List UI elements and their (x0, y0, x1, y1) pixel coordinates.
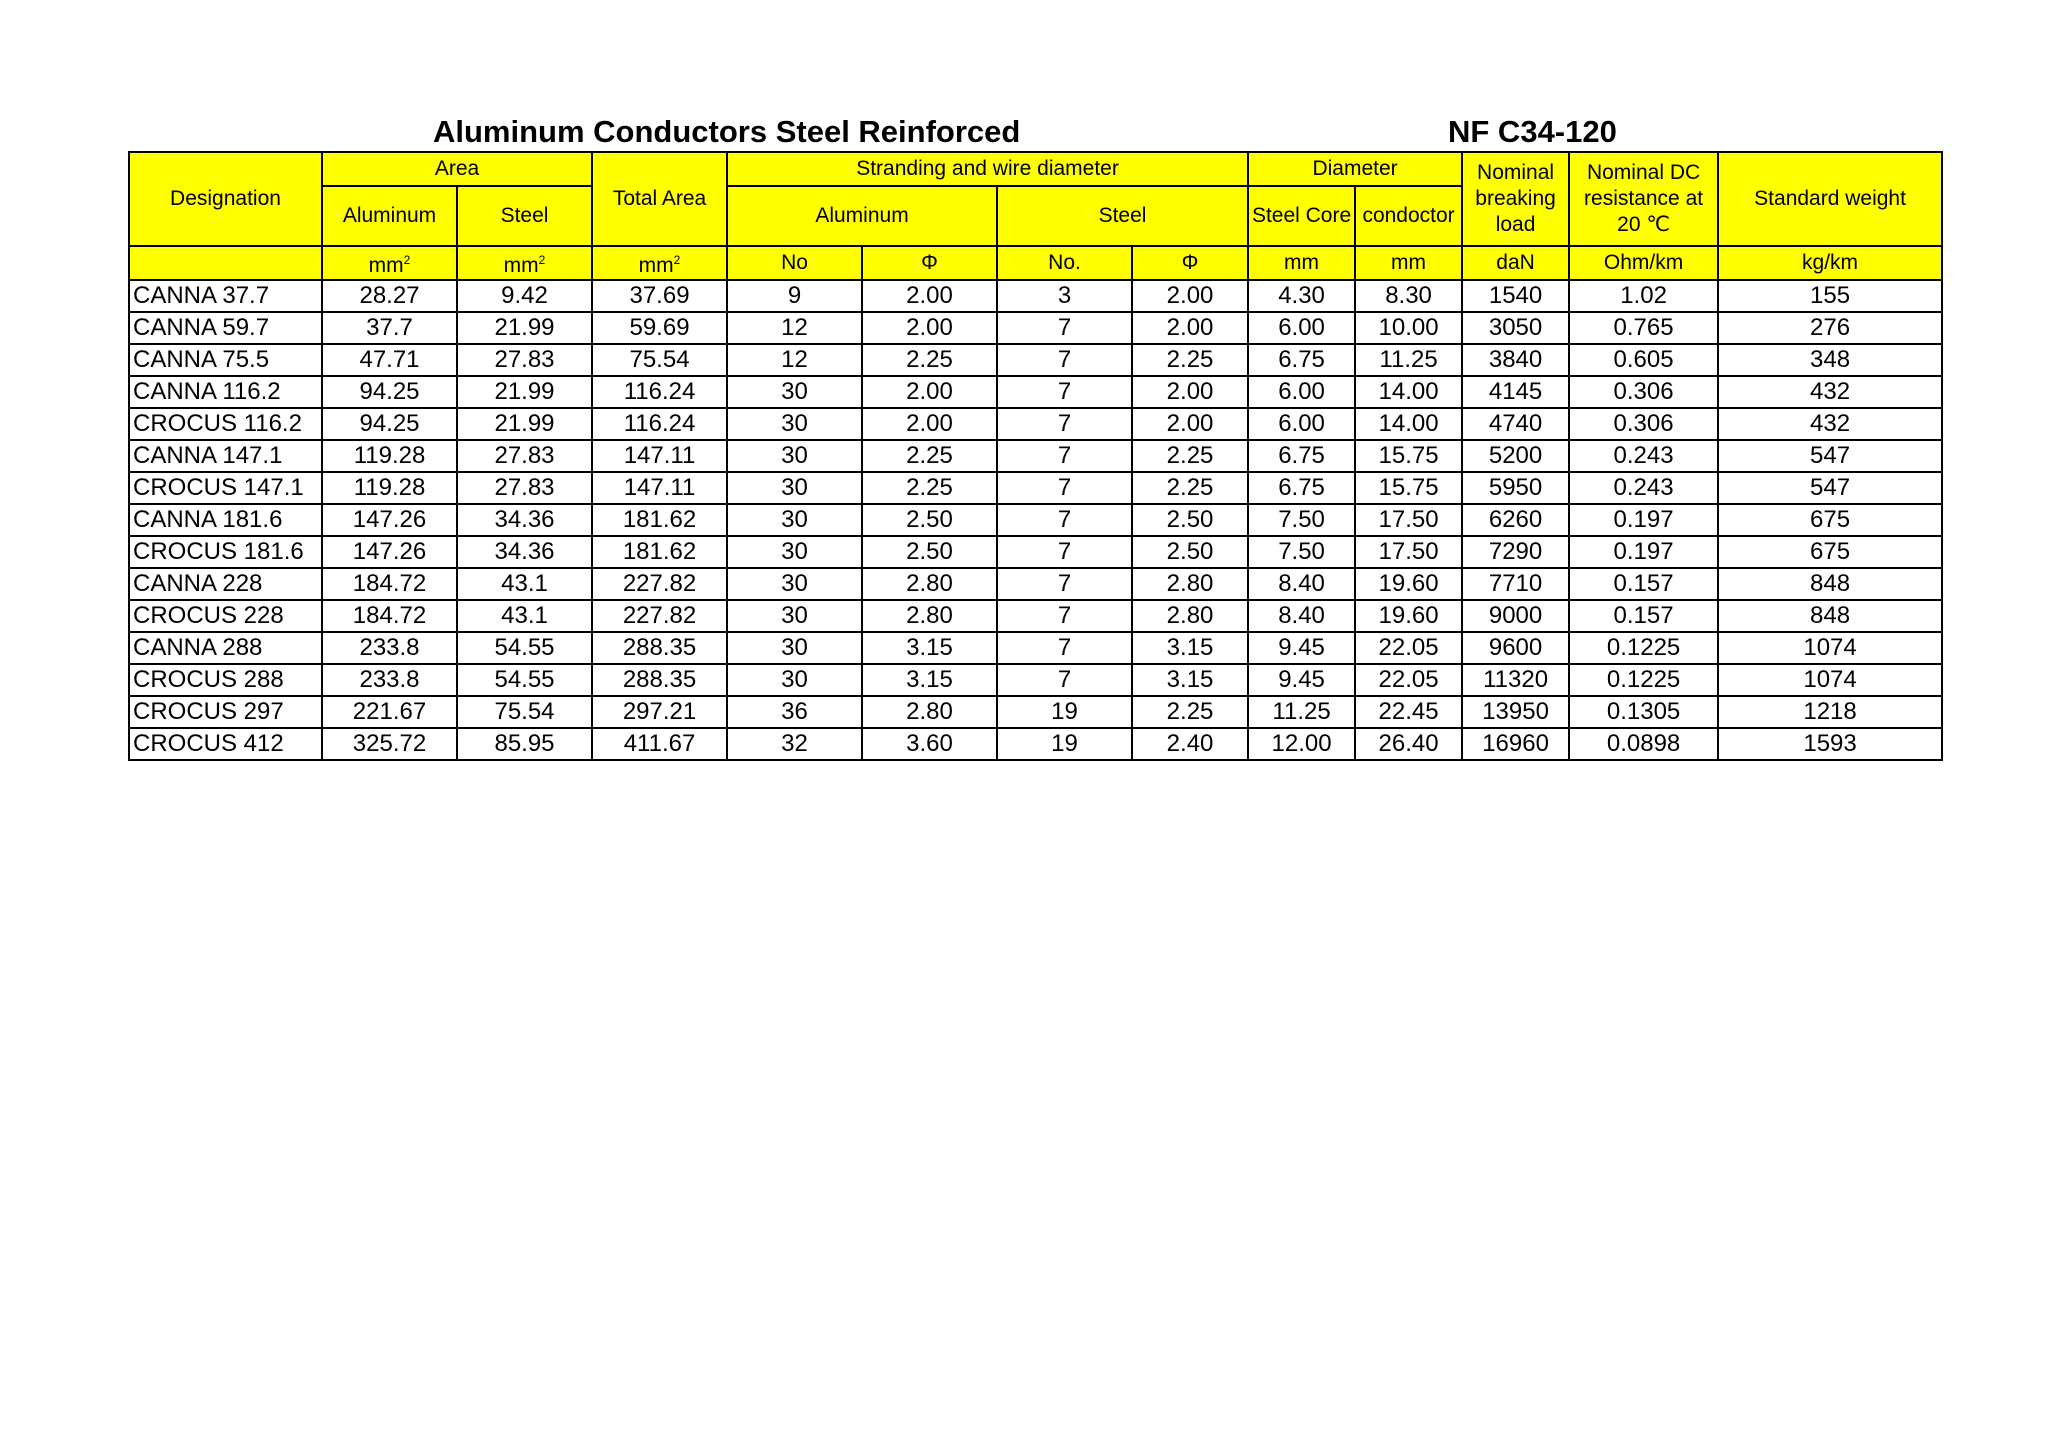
table-row (129, 472, 1942, 504)
cell-weight: 848 (1718, 600, 1942, 632)
cell-breaking-load: 7290 (1462, 536, 1569, 568)
header-area: Area (322, 152, 592, 186)
cell-resistance: 0.243 (1569, 440, 1718, 472)
cell-area-aluminum: 233.8 (322, 664, 457, 696)
cell-st-phi: 3.15 (1132, 664, 1248, 696)
cell-al-phi: 2.80 (862, 696, 997, 728)
unit-resistance: Ohm/km (1569, 246, 1718, 280)
cell-breaking-load: 4145 (1462, 376, 1569, 408)
cell-steel-core: 4.30 (1248, 280, 1355, 312)
cell-weight: 276 (1718, 312, 1942, 344)
cell-steel-core: 8.40 (1248, 568, 1355, 600)
cell-al-no: 30 (727, 536, 862, 568)
cell-total-area: 147.11 (592, 440, 727, 472)
cell-area-aluminum: 233.8 (322, 632, 457, 664)
cell-breaking-load: 5950 (1462, 472, 1569, 504)
cell-al-no: 12 (727, 344, 862, 376)
cell-area-steel: 43.1 (457, 568, 592, 600)
cell-total-area: 147.11 (592, 472, 727, 504)
header-row-units (129, 246, 1942, 280)
cell-resistance: 0.197 (1569, 536, 1718, 568)
cell-total-area: 75.54 (592, 344, 727, 376)
cell-area-steel: 9.42 (457, 280, 592, 312)
cell-total-area: 411.67 (592, 728, 727, 760)
cell-weight: 348 (1718, 344, 1942, 376)
cell-designation: CANNA 75.5 (129, 344, 322, 376)
cell-total-area: 181.62 (592, 504, 727, 536)
cell-conductor: 14.00 (1355, 376, 1462, 408)
cell-weight: 675 (1718, 504, 1942, 536)
cell-st-phi: 2.50 (1132, 504, 1248, 536)
cell-designation: CROCUS 297 (129, 696, 322, 728)
cell-steel-core: 7.50 (1248, 536, 1355, 568)
cell-al-phi: 2.25 (862, 440, 997, 472)
cell-st-no: 19 (997, 696, 1132, 728)
cell-area-aluminum: 325.72 (322, 728, 457, 760)
cell-conductor: 15.75 (1355, 472, 1462, 504)
cell-steel-core: 8.40 (1248, 600, 1355, 632)
cell-st-phi: 2.00 (1132, 376, 1248, 408)
cell-steel-core: 6.75 (1248, 344, 1355, 376)
unit-st-phi: Φ (1132, 246, 1248, 280)
cell-area-aluminum: 221.67 (322, 696, 457, 728)
cell-st-phi: 2.25 (1132, 696, 1248, 728)
cell-al-no: 30 (727, 664, 862, 696)
header-area-aluminum: Aluminum (322, 186, 457, 246)
cell-st-phi: 2.50 (1132, 536, 1248, 568)
unit-al-no: No (727, 246, 862, 280)
cell-breaking-load: 6260 (1462, 504, 1569, 536)
cell-steel-core: 6.00 (1248, 376, 1355, 408)
unit-area-steel (457, 246, 592, 280)
cell-resistance: 0.306 (1569, 376, 1718, 408)
cell-al-phi: 3.15 (862, 632, 997, 664)
unit-superscript: 2 (538, 253, 546, 267)
cell-weight: 1074 (1718, 632, 1942, 664)
cell-st-phi: 3.15 (1132, 632, 1248, 664)
unit-superscript: 2 (673, 253, 681, 267)
cell-st-no: 7 (997, 504, 1132, 536)
cell-designation: CANNA 116.2 (129, 376, 322, 408)
cell-area-steel: 21.99 (457, 312, 592, 344)
cell-st-no: 7 (997, 440, 1132, 472)
table-row (129, 408, 1942, 440)
header-steel-core: Steel Core (1248, 186, 1355, 246)
unit-designation (129, 246, 322, 280)
cell-st-phi: 2.00 (1132, 280, 1248, 312)
cell-st-no: 19 (997, 728, 1132, 760)
cell-al-no: 30 (727, 504, 862, 536)
cell-resistance: 0.765 (1569, 312, 1718, 344)
cell-total-area: 297.21 (592, 696, 727, 728)
cell-breaking-load: 9000 (1462, 600, 1569, 632)
cell-area-steel: 75.54 (457, 696, 592, 728)
table-row (129, 728, 1942, 760)
cell-weight: 675 (1718, 536, 1942, 568)
cell-designation: CANNA 147.1 (129, 440, 322, 472)
table-row (129, 568, 1942, 600)
cell-al-no: 12 (727, 312, 862, 344)
cell-total-area: 37.69 (592, 280, 727, 312)
cell-conductor: 22.45 (1355, 696, 1462, 728)
cell-total-area: 288.35 (592, 632, 727, 664)
cell-al-phi: 2.25 (862, 472, 997, 504)
cell-steel-core: 6.00 (1248, 312, 1355, 344)
cell-area-steel: 54.55 (457, 632, 592, 664)
cell-st-phi: 2.40 (1132, 728, 1248, 760)
cell-al-phi: 2.80 (862, 600, 997, 632)
cell-st-phi: 2.00 (1132, 408, 1248, 440)
cell-weight: 1593 (1718, 728, 1942, 760)
unit-total-area (592, 246, 727, 280)
cell-resistance: 0.605 (1569, 344, 1718, 376)
cell-st-phi: 2.00 (1132, 312, 1248, 344)
cell-st-no: 7 (997, 632, 1132, 664)
cell-designation: CANNA 288 (129, 632, 322, 664)
cell-weight: 432 (1718, 408, 1942, 440)
cell-al-no: 30 (727, 632, 862, 664)
cell-steel-core: 6.75 (1248, 472, 1355, 504)
cell-conductor: 11.25 (1355, 344, 1462, 376)
cell-steel-core: 12.00 (1248, 728, 1355, 760)
cell-st-no: 7 (997, 376, 1132, 408)
table-row (129, 664, 1942, 696)
unit-superscript: 2 (403, 253, 411, 267)
cell-designation: CROCUS 181.6 (129, 536, 322, 568)
cell-st-no: 7 (997, 664, 1132, 696)
standard-code: NF C34-120 (1448, 114, 1617, 149)
table-row (129, 536, 1942, 568)
cell-designation: CANNA 59.7 (129, 312, 322, 344)
cell-area-steel: 27.83 (457, 344, 592, 376)
cell-st-no: 7 (997, 408, 1132, 440)
table-row (129, 504, 1942, 536)
cell-area-steel: 85.95 (457, 728, 592, 760)
cell-st-no: 7 (997, 312, 1132, 344)
cell-conductor: 8.30 (1355, 280, 1462, 312)
cell-area-aluminum: 147.26 (322, 536, 457, 568)
unit-steel-core: mm (1248, 246, 1355, 280)
header-stranding: Stranding and wire diameter (727, 152, 1248, 186)
header-stranding-steel: Steel (997, 186, 1248, 246)
cell-conductor: 17.50 (1355, 536, 1462, 568)
cell-al-phi: 2.00 (862, 408, 997, 440)
cell-st-no: 7 (997, 600, 1132, 632)
cell-steel-core: 6.00 (1248, 408, 1355, 440)
header-row-groups (129, 152, 1942, 186)
table-body (129, 280, 1942, 760)
unit-st-no: No. (997, 246, 1132, 280)
cell-resistance: 0.1225 (1569, 632, 1718, 664)
cell-st-phi: 2.25 (1132, 344, 1248, 376)
cell-conductor: 14.00 (1355, 408, 1462, 440)
cell-weight: 1074 (1718, 664, 1942, 696)
cell-al-no: 30 (727, 472, 862, 504)
cell-conductor: 22.05 (1355, 632, 1462, 664)
cell-resistance: 0.306 (1569, 408, 1718, 440)
cell-area-aluminum: 119.28 (322, 472, 457, 504)
cell-total-area: 227.82 (592, 568, 727, 600)
unit-area-aluminum (322, 246, 457, 280)
cell-al-phi: 2.25 (862, 344, 997, 376)
cell-total-area: 116.24 (592, 408, 727, 440)
cell-al-phi: 2.00 (862, 312, 997, 344)
cell-al-no: 9 (727, 280, 862, 312)
conductor-spec-table (128, 151, 1943, 761)
cell-area-aluminum: 37.7 (322, 312, 457, 344)
cell-al-phi: 2.80 (862, 568, 997, 600)
cell-area-aluminum: 94.25 (322, 408, 457, 440)
cell-al-phi: 3.15 (862, 664, 997, 696)
header-stranding-aluminum: Aluminum (727, 186, 997, 246)
cell-breaking-load: 3050 (1462, 312, 1569, 344)
cell-resistance: 0.197 (1569, 504, 1718, 536)
cell-area-steel: 27.83 (457, 440, 592, 472)
cell-st-no: 7 (997, 568, 1132, 600)
cell-breaking-load: 4740 (1462, 408, 1569, 440)
cell-area-steel: 34.36 (457, 536, 592, 568)
cell-resistance: 0.157 (1569, 568, 1718, 600)
cell-area-aluminum: 184.72 (322, 600, 457, 632)
unit-text: mm (638, 254, 674, 277)
cell-total-area: 59.69 (592, 312, 727, 344)
cell-st-no: 7 (997, 344, 1132, 376)
cell-st-no: 3 (997, 280, 1132, 312)
cell-breaking-load: 7710 (1462, 568, 1569, 600)
cell-al-phi: 2.50 (862, 504, 997, 536)
cell-area-steel: 27.83 (457, 472, 592, 504)
cell-total-area: 227.82 (592, 600, 727, 632)
cell-resistance: 0.243 (1569, 472, 1718, 504)
cell-steel-core: 11.25 (1248, 696, 1355, 728)
unit-weight: kg/km (1718, 246, 1942, 280)
cell-area-aluminum: 147.26 (322, 504, 457, 536)
cell-steel-core: 9.45 (1248, 632, 1355, 664)
table-header (129, 152, 1942, 280)
cell-weight: 547 (1718, 472, 1942, 504)
header-weight: Standard weight (1718, 152, 1942, 246)
cell-steel-core: 7.50 (1248, 504, 1355, 536)
header-diameter: Diameter (1248, 152, 1462, 186)
cell-steel-core: 9.45 (1248, 664, 1355, 696)
cell-designation: CROCUS 288 (129, 664, 322, 696)
cell-st-phi: 2.80 (1132, 600, 1248, 632)
cell-breaking-load: 1540 (1462, 280, 1569, 312)
cell-al-no: 32 (727, 728, 862, 760)
unit-text: mm (503, 254, 539, 277)
cell-weight: 1218 (1718, 696, 1942, 728)
table-row (129, 280, 1942, 312)
cell-area-aluminum: 94.25 (322, 376, 457, 408)
table-row (129, 696, 1942, 728)
cell-conductor: 15.75 (1355, 440, 1462, 472)
cell-al-phi: 2.50 (862, 536, 997, 568)
cell-conductor: 19.60 (1355, 600, 1462, 632)
cell-st-no: 7 (997, 472, 1132, 504)
cell-designation: CANNA 228 (129, 568, 322, 600)
cell-weight: 848 (1718, 568, 1942, 600)
cell-conductor: 17.50 (1355, 504, 1462, 536)
cell-designation: CANNA 181.6 (129, 504, 322, 536)
cell-al-phi: 2.00 (862, 280, 997, 312)
header-total-area: Total Area (592, 152, 727, 246)
unit-al-phi: Φ (862, 246, 997, 280)
table-row (129, 632, 1942, 664)
document-title: Aluminum Conductors Steel Reinforced (433, 114, 1021, 149)
cell-breaking-load: 16960 (1462, 728, 1569, 760)
cell-resistance: 0.1225 (1569, 664, 1718, 696)
cell-breaking-load: 13950 (1462, 696, 1569, 728)
table-row (129, 440, 1942, 472)
unit-text: mm (368, 254, 404, 277)
header-resistance: Nominal DC resistance at 20 ℃ (1569, 152, 1718, 246)
cell-area-steel: 21.99 (457, 376, 592, 408)
cell-al-no: 30 (727, 440, 862, 472)
cell-breaking-load: 5200 (1462, 440, 1569, 472)
table-row (129, 344, 1942, 376)
cell-conductor: 19.60 (1355, 568, 1462, 600)
cell-al-phi: 2.00 (862, 376, 997, 408)
cell-weight: 547 (1718, 440, 1942, 472)
cell-area-aluminum: 184.72 (322, 568, 457, 600)
header-breaking-load: Nominal breaking load (1462, 152, 1569, 246)
table-row (129, 376, 1942, 408)
cell-designation: CROCUS 412 (129, 728, 322, 760)
cell-conductor: 22.05 (1355, 664, 1462, 696)
cell-area-aluminum: 47.71 (322, 344, 457, 376)
cell-area-aluminum: 28.27 (322, 280, 457, 312)
cell-weight: 155 (1718, 280, 1942, 312)
header-designation: Designation (129, 152, 322, 246)
cell-area-aluminum: 119.28 (322, 440, 457, 472)
unit-conductor: mm (1355, 246, 1462, 280)
cell-st-phi: 2.25 (1132, 440, 1248, 472)
cell-al-no: 30 (727, 376, 862, 408)
cell-breaking-load: 3840 (1462, 344, 1569, 376)
cell-al-phi: 3.60 (862, 728, 997, 760)
header-conductor: condoctor (1355, 186, 1462, 246)
cell-designation: CROCUS 147.1 (129, 472, 322, 504)
cell-designation: CANNA 37.7 (129, 280, 322, 312)
cell-st-phi: 2.80 (1132, 568, 1248, 600)
cell-resistance: 0.0898 (1569, 728, 1718, 760)
cell-resistance: 0.1305 (1569, 696, 1718, 728)
cell-al-no: 30 (727, 568, 862, 600)
cell-resistance: 0.157 (1569, 600, 1718, 632)
cell-al-no: 30 (727, 600, 862, 632)
cell-st-no: 7 (997, 536, 1132, 568)
cell-total-area: 116.24 (592, 376, 727, 408)
cell-area-steel: 43.1 (457, 600, 592, 632)
unit-breaking-load: daN (1462, 246, 1569, 280)
cell-al-no: 36 (727, 696, 862, 728)
cell-breaking-load: 9600 (1462, 632, 1569, 664)
cell-area-steel: 21.99 (457, 408, 592, 440)
cell-weight: 432 (1718, 376, 1942, 408)
cell-breaking-load: 11320 (1462, 664, 1569, 696)
cell-al-no: 30 (727, 408, 862, 440)
cell-area-steel: 34.36 (457, 504, 592, 536)
header-area-steel: Steel (457, 186, 592, 246)
cell-area-steel: 54.55 (457, 664, 592, 696)
cell-conductor: 10.00 (1355, 312, 1462, 344)
table-row (129, 312, 1942, 344)
cell-resistance: 1.02 (1569, 280, 1718, 312)
cell-conductor: 26.40 (1355, 728, 1462, 760)
cell-st-phi: 2.25 (1132, 472, 1248, 504)
cell-total-area: 181.62 (592, 536, 727, 568)
table-row (129, 600, 1942, 632)
cell-total-area: 288.35 (592, 664, 727, 696)
cell-designation: CROCUS 116.2 (129, 408, 322, 440)
cell-steel-core: 6.75 (1248, 440, 1355, 472)
cell-designation: CROCUS 228 (129, 600, 322, 632)
